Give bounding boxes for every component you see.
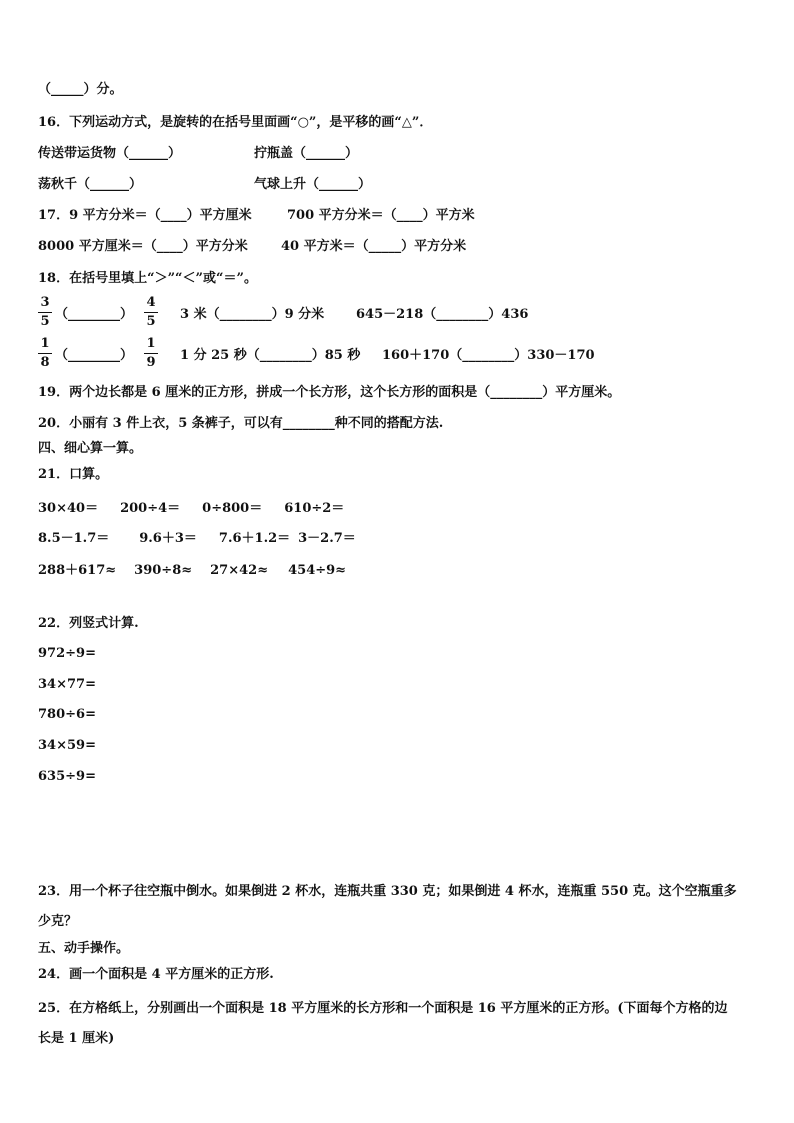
q25-line2: 长是 1 厘米) (38, 1031, 115, 1046)
q23-line1: 23．用一个杯子往空瓶中倒水。如果倒进 2 杯水，连瓶共重 330 克；如果倒进 4 杯水，连瓶重 550 克。这个空瓶重多 (38, 884, 737, 899)
q22-title: 22．列竖式计算. (38, 616, 139, 631)
q22-item-2: 34×77= (38, 677, 96, 692)
section-5-heading: 五、动手操作。 (38, 941, 130, 956)
q18-r1-fraction-a: 3 5 (38, 296, 52, 329)
q18-r2-item2: 1 分 25 秒（________）85 秒 (180, 348, 361, 363)
q21-row1: 30×40＝ 200÷4＝ 0÷800＝ 610÷2＝ (38, 501, 345, 516)
q24: 24．画一个面积是 4 平方厘米的正方形. (38, 967, 274, 982)
q18-r2-blank: （________） (55, 348, 134, 363)
q17-row1-b: 700 平方分米＝（____）平方米 (287, 208, 475, 223)
q16-item-conveyor: 传送带运货物（______） (38, 146, 182, 161)
q18-r1-item3: 645－218（________）436 (356, 307, 529, 322)
q17-row2-b: 40 平方米＝（_____）平方分米 (281, 239, 467, 254)
section-4-heading: 四、细心算一算。 (38, 441, 143, 456)
q21-title: 21．口算。 (38, 467, 109, 482)
q21-row2: 8.5－1.7＝ 9.6＋3＝ 7.6＋1.2＝ 3－2.7＝ (38, 531, 356, 546)
q16-prompt: 16．下列运动方式，是旋转的在括号里面画“○”，是平移的画“△”． (38, 115, 433, 130)
q18-r1-fraction-b: 4 5 (144, 296, 158, 329)
q22-item-3: 780÷6= (38, 707, 96, 722)
q22-item-5: 635÷9= (38, 769, 96, 784)
q22-item-4: 34×59= (38, 738, 96, 753)
q18-r2-item3: 160＋170（________）330－170 (382, 348, 595, 363)
q18-r2-fraction-a: 1 8 (38, 337, 52, 370)
q16-item-bottle-cap: 拧瓶盖（______） (254, 146, 359, 161)
q19: 19．两个边长都是 6 厘米的正方形，拼成一个长方形，这个长方形的面积是（________）平方厘米。 (38, 385, 621, 400)
q18-r1-blank: （________） (55, 307, 134, 322)
q18-r1-item2: 3 米（________）9 分米 (180, 307, 325, 322)
q25-line1: 25．在方格纸上，分别画出一个面积是 18 平方厘米的长方形和一个面积是 16 平方厘米的正方形。(下面每个方格的边 (38, 1001, 728, 1016)
q17-row2-a: 8000 平方厘米＝（____）平方分米 (38, 239, 248, 254)
q16-item-balloon: 气球上升（______） (254, 177, 372, 192)
q18-r2-fraction-b: 1 9 (144, 337, 158, 370)
q20: 20．小丽有 3 件上衣，5 条裤子，可以有________种不同的搭配方法. (38, 416, 444, 431)
q18-prompt: 18．在括号里填上“＞”“＜”或“＝”。 (38, 271, 257, 286)
q23-line2: 少克？ (38, 914, 78, 929)
q22-item-1: 972÷9= (38, 646, 96, 661)
q17-row1-a: 17．9 平方分米＝（____）平方厘米 (38, 208, 252, 223)
q16-item-swing: 荡秋千（______） (38, 177, 143, 192)
q15-tail: （_____）分。 (38, 82, 123, 97)
q21-row3: 288＋617≈ 390÷8≈ 27×42≈ 454÷9≈ (38, 563, 347, 578)
